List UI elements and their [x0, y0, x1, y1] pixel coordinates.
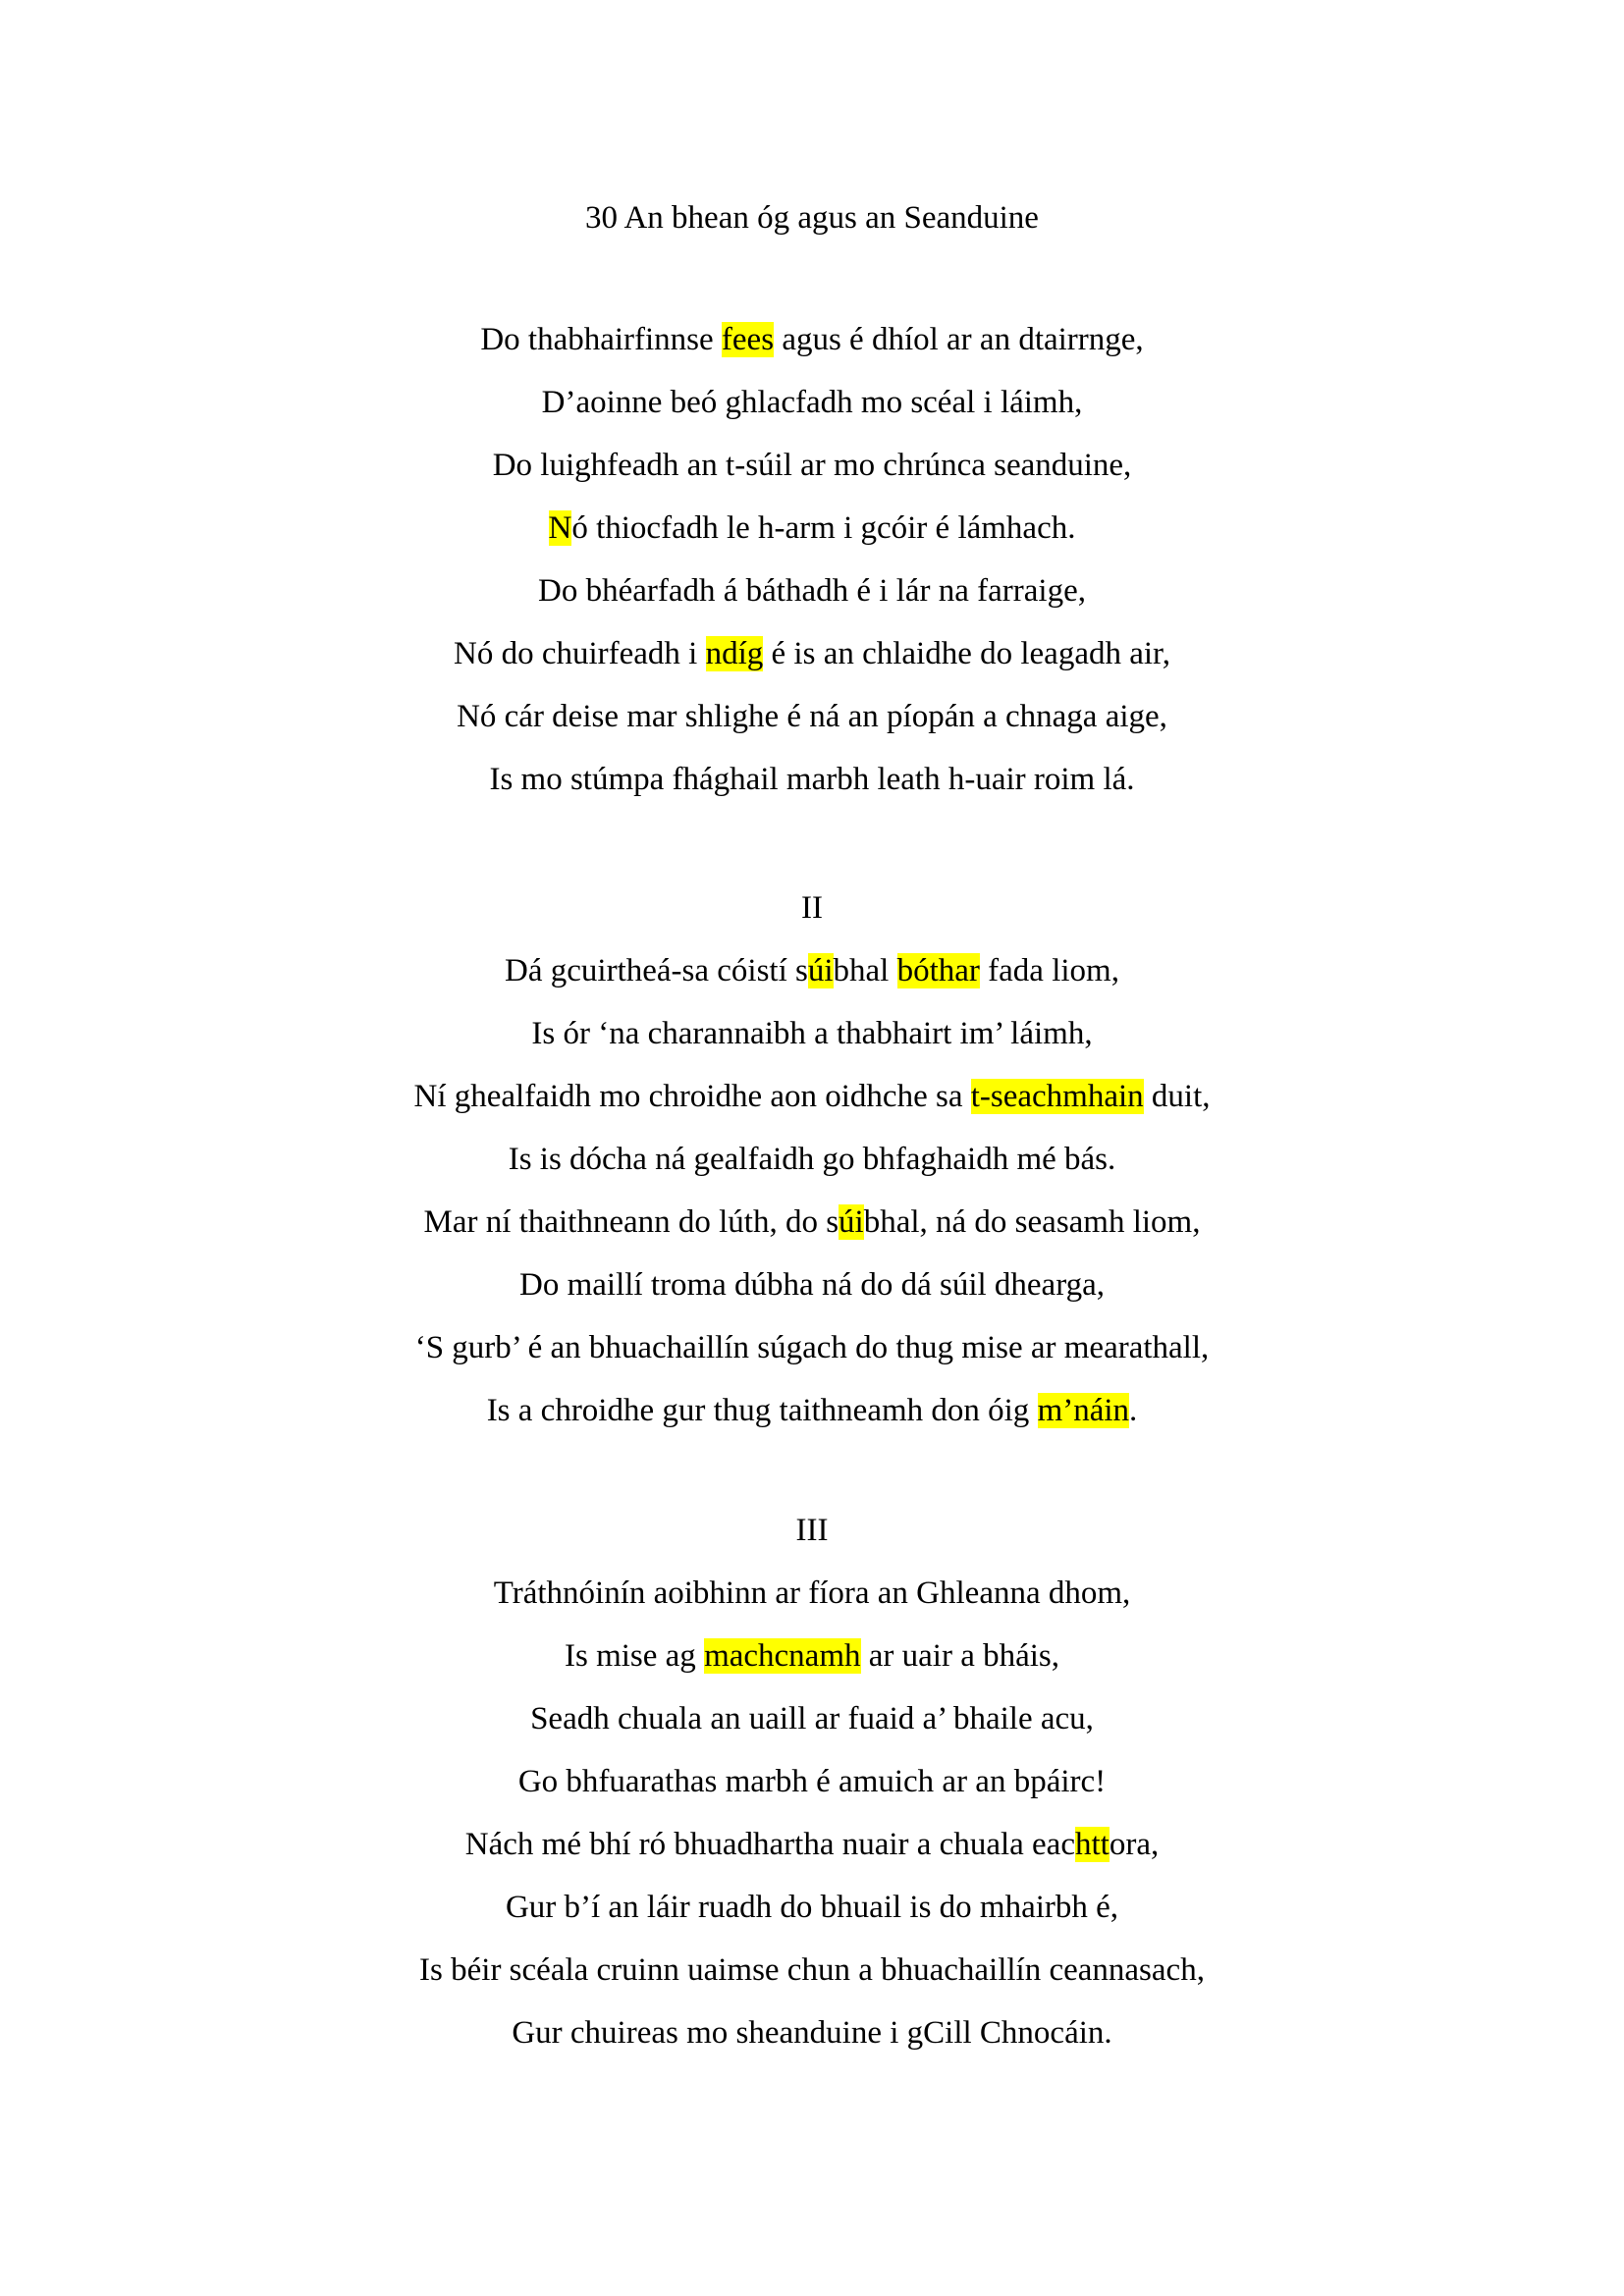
verse-text: é is an chlaidhe do leagadh air, — [763, 636, 1170, 671]
verse-text: bhal, ná do seasamh liom, — [863, 1204, 1201, 1240]
verse-line — [0, 371, 1624, 434]
verse-line — [0, 1750, 1624, 1813]
verse-line — [0, 1687, 1624, 1750]
verse-line — [0, 560, 1624, 622]
highlighted-text: N — [548, 510, 572, 546]
verse-line — [0, 434, 1624, 497]
verse-line — [0, 1065, 1624, 1128]
stanza-1 — [0, 308, 1624, 811]
highlighted-text: t-seachmhain — [970, 1079, 1144, 1114]
verse-text: Gur chuireas mo sheanduine i gCill Chnocáin. — [512, 2015, 1112, 2051]
highlighted-text: fees — [721, 322, 775, 357]
verse-text: Is béir scéala cruinn uaimse chun a bhuachaillín ceannasach, — [419, 1952, 1205, 1988]
verse-text: Seadh chuala an uaill ar fuaid a’ bhaile acu, — [530, 1701, 1094, 1736]
poem-title: 30 An bhean óg agus an Seanduine — [585, 200, 1039, 236]
verse-line — [0, 748, 1624, 811]
stanza-2 — [0, 877, 1624, 1442]
verse-text: Do bhéarfadh á báthadh é i lár na farraige, — [538, 573, 1086, 609]
verse-text: Is ór ‘na charannaibh a thabhairt im’ láimh, — [531, 1016, 1093, 1051]
verse-line — [0, 1191, 1624, 1254]
verse-text: Do maillí troma dúbha ná do dá súil dhearga, — [519, 1267, 1105, 1303]
verse-line — [0, 1876, 1624, 1939]
verse-text: Nó do chuirfeadh i — [454, 636, 706, 671]
verse-text: Nách mé bhí ró bhuadhartha nuair a chuala eac — [464, 1827, 1075, 1862]
verse-line — [0, 1379, 1624, 1442]
verse-text: fada liom, — [979, 953, 1119, 988]
verse-text: Ní ghealfaidh mo chroidhe aon oidhche sa — [413, 1079, 971, 1114]
verse-text: ó thiocfadh le h-arm i gcóir é lámhach. — [571, 510, 1076, 546]
verse-text: . — [1129, 1393, 1138, 1428]
highlighted-text: machcnamh — [704, 1638, 861, 1674]
highlighted-text: úi — [807, 953, 834, 988]
verse-line — [0, 1128, 1624, 1191]
verse-line — [0, 1002, 1624, 1065]
verse-text: bhal — [833, 953, 897, 988]
verse-text: ar uair a bháis, — [860, 1638, 1059, 1674]
verse-text: Mar ní thaithneann do lúth, do s — [423, 1204, 839, 1240]
verse-line — [0, 622, 1624, 685]
verse-text: Dá gcuirtheá-sa cóistí s — [505, 953, 808, 988]
verse-line — [0, 1254, 1624, 1316]
verse-line — [0, 1316, 1624, 1379]
verse-line — [0, 939, 1624, 1002]
verse-line — [0, 1562, 1624, 1625]
verse-line — [0, 685, 1624, 748]
verse-text: ‘S gurb’ é an bhuachaillín súgach do thug mise ar mearathall, — [414, 1330, 1210, 1365]
verse-line — [0, 497, 1624, 560]
highlighted-text: ndíg — [705, 636, 764, 671]
stanza-heading: III — [795, 1513, 829, 1548]
verse-text: Tráthnóinín aoibhinn ar fíora an Ghleanna dhom, — [493, 1575, 1131, 1611]
verse-text: Gur b’í an láir ruadh do bhuail is do mhairbh é, — [505, 1890, 1119, 1925]
verse-text: agus é dhíol ar an dtairrnge, — [774, 322, 1144, 357]
verse-text: Do luighfeadh an t-súil ar mo chrúnca seanduine, — [492, 448, 1132, 483]
highlighted-text: bóthar — [896, 953, 980, 988]
highlighted-text: úi — [839, 1204, 864, 1240]
verse-text: Nó cár deise mar shlighe é ná an píopán a chnaga aige, — [457, 699, 1167, 734]
verse-text: Do thabhairfinnse — [480, 322, 722, 357]
verse-line — [0, 308, 1624, 371]
verse-line — [0, 2002, 1624, 2064]
stanza-heading: II — [801, 890, 823, 926]
highlighted-text: m’náin — [1037, 1393, 1130, 1428]
verse-line — [0, 1625, 1624, 1687]
verse-text: duit, — [1143, 1079, 1211, 1114]
verse-line — [0, 1813, 1624, 1876]
verse-text: D’aoinne beó ghlacfadh mo scéal i láimh, — [541, 385, 1083, 420]
verse-text: Is mo stúmpa fhághail marbh leath h-uair roim lá. — [489, 762, 1135, 797]
stanza-3 — [0, 1499, 1624, 2064]
highlighted-text: htt — [1074, 1827, 1110, 1862]
verse-line — [0, 1939, 1624, 2002]
verse-text: Is mise ag — [565, 1638, 705, 1674]
verse-text: Is a chroidhe gur thug taithneamh don óig — [486, 1393, 1038, 1428]
verse-text: Is is dócha ná gealfaidh go bhfaghaidh mé bás. — [508, 1142, 1116, 1177]
verse-text: Go bhfuarathas marbh é amuich ar an bpáirc! — [517, 1764, 1107, 1799]
verse-text: ora, — [1109, 1827, 1160, 1862]
